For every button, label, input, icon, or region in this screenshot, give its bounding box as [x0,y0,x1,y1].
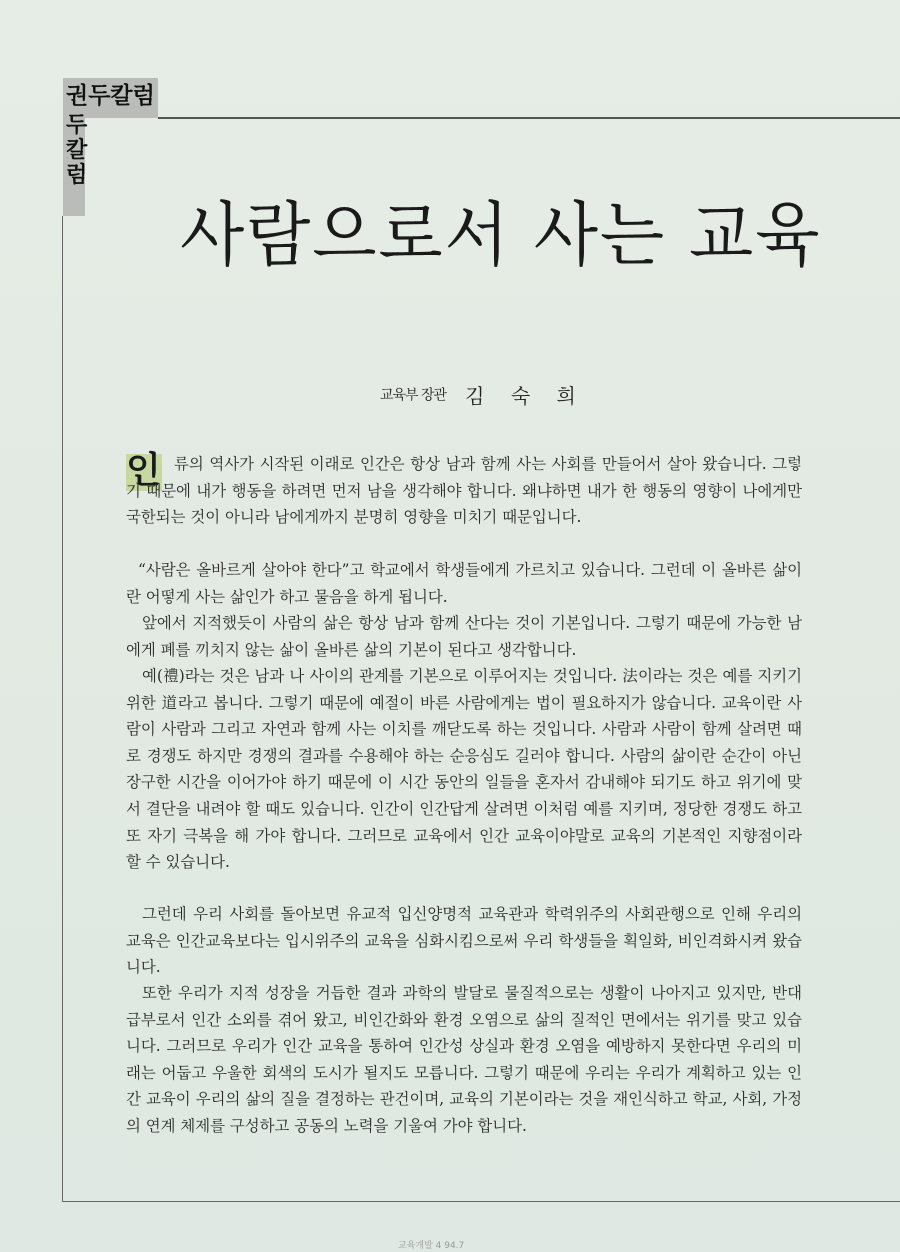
paragraph-4: 예(禮)라는 것은 남과 나 사이의 관계를 기본으로 이루어지는 것입니다. 法이라는 것은 예를 지키기 위한 道라고 봅니다. 그렇기 때문에 예절이 바른 사람에게는 법이 필요하지가 않습니다. 교육이란 사람이 사람과 그리고 자연과 함께 사는 이치를 깨닫도록 하는 것입니다. 사람과 사람이 함께 살려면 때로 경쟁도 하지만 경쟁의 결과를 수용해야 하는 순응심도 길러야 합니다. 사람의 삶이란 순간이 아닌 장구한 시간을 이어가야 하기 때문에 이 시간 동안의 일들을 혼자서 감내해야 되기도 하고 위기에 맞서 결단을 내려야 할 때도 있습니다. 인간이 인간답게 살려면 이처럼 예를 지키며, 정당한 경쟁도 하고 또 자기 극복을 해 가야 합니다. 그러므로 교육에서 인간 교육이야말로 교육의 기본적인 지향점이라 할 수 있습니다. [126,667,802,872]
article-title: 사람으로서 사는 교육 [180,194,822,276]
bottom-rule [62,1201,900,1202]
column-label-vertical: 두칼럼 [66,113,88,188]
drop-cap: 인 [126,450,161,491]
paragraph-5: 그런데 우리 사회를 돌아보면 유교적 입신양명적 교육관과 학력위주의 사회관행으로 인해 우리의 교육은 인간교육보다는 입시위주의 교육을 심화시킴으로써 우리 학생들을 획일화, 비인격화시켜 왔습니다. [126,905,802,977]
left-rule [62,216,63,1201]
paragraph-1: 류의 역사가 시작된 이래로 인간은 항상 남과 함께 사는 사회를 만들어서 살아 왔습니다. 그렇기 때문에 내가 행동을 하려면 먼저 남을 생각해야 합니다. 왜냐하면 내가 한 행동의 영향이 나에게만 국한되는 것이 아니라 남에게까지 분명히 영향을 미치기 때문입니다. [126,455,802,527]
byline-role: 교육부 장관 [380,387,447,404]
column-label: 권두칼럼 [66,83,155,109]
page-footer: 교육개발 4 94.7 [398,1241,465,1251]
paragraph-2: “사람은 올바르게 살아야 한다”고 학교에서 학생들에게 가르치고 있습니다. 그런데 이 올바른 삶이란 어떻게 사는 삶인가 하고 물음을 하게 됩니다. [126,561,802,606]
byline [380,380,586,409]
paragraph-3: 앞에서 지적했듯이 사람의 삶은 항상 남과 함께 산다는 것이 기본입니다. 그렇기 때문에 가능한 남에게 폐를 끼치지 않는 삶이 올바른 삶의 기본이 된다고 생각합니다. [126,614,802,659]
paragraph-6: 또한 우리가 지적 성장을 거듭한 결과 과학의 발달로 물질적으로는 생활이 나아지고 있지만, 반대 급부로서 인간 소외를 겪어 왔고, 비인간화와 환경 오염으로 삶의 질적인 면에서는 위기를 맞고 있습니다. 그러므로 우리가 인간 교육을 통하여 인간성 상실과 환경 오염을 예방하지 못한다면 우리의 미래는 어둡고 우울한 회색의 도시가 될지도 모릅니다. 그렇기 때문에 우리는 우리가 계획하고 있는 인간 교육이 우리의 삶의 질을 결정하는 관건이며, 교육의 기본이라는 것을 재인식하고 학교, 사회, 가정의 연계 체제를 구성하고 공동의 노력을 기울여 가야 합니다. [126,984,802,1135]
byline-name: 김 숙 희 [465,384,586,408]
top-rule [158,117,900,119]
